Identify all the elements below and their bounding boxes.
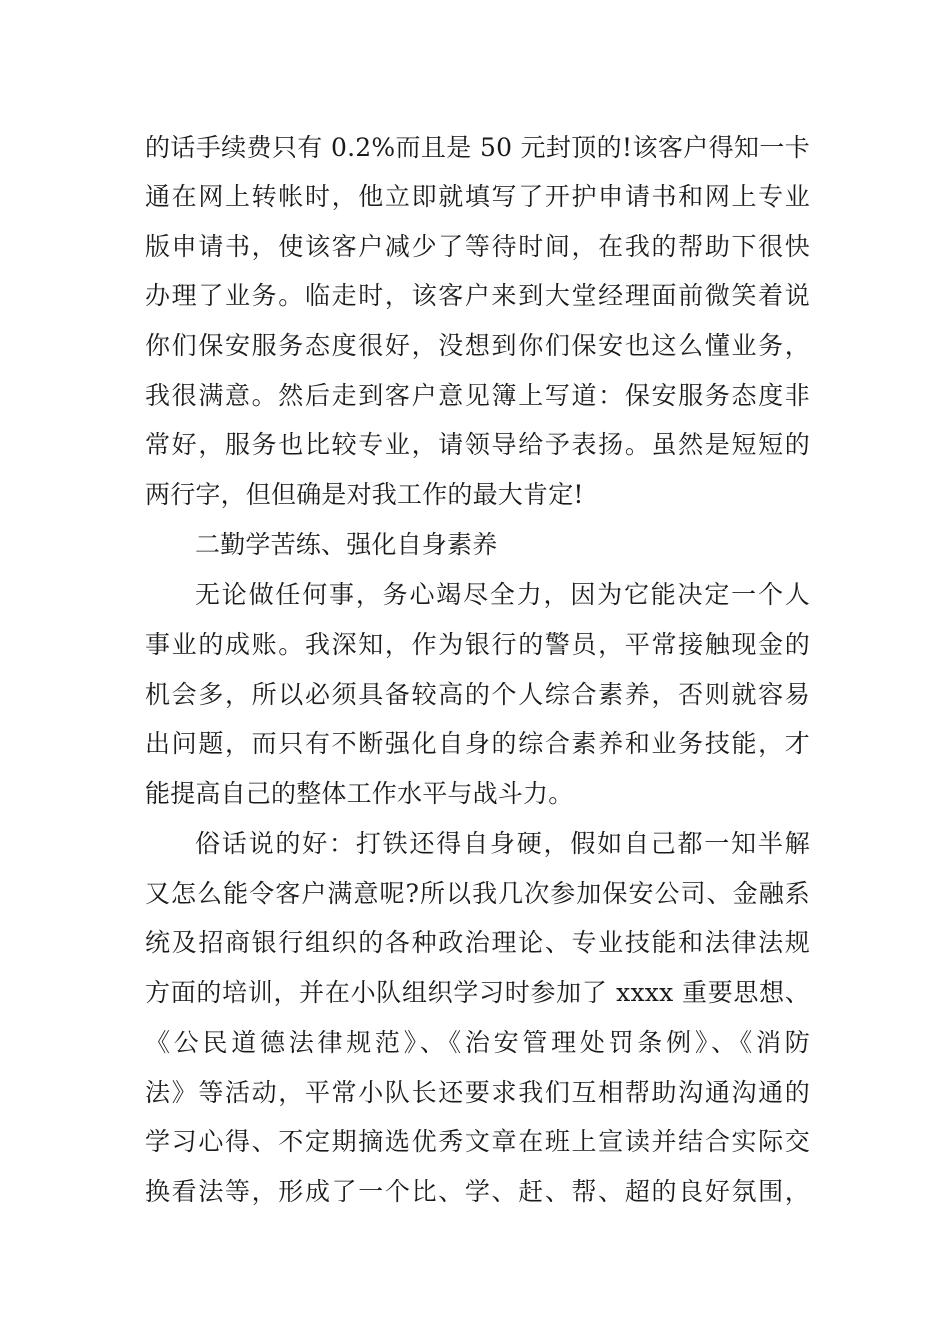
text-line: 学习心得、不定期摘选优秀文章在班上宣读并结合实际交 xyxy=(145,1127,810,1156)
text-line: 能提高自己的整体工作水平与战斗力。 xyxy=(145,779,574,808)
text-line: 机会多，所以必须具备较高的个人综合素养，否则就容易 xyxy=(145,680,810,709)
text-line: 常好，服务也比较专业，请领导给予表扬。虽然是短短的 xyxy=(145,430,810,459)
text-line: 《公民道德法律规范》、《治安管理处罚条例》、《消防 xyxy=(145,1028,810,1057)
text-line: 两行字，但但确是对我工作的最大肯定! xyxy=(145,480,584,509)
text-line: 出问题，而只有不断强化自身的综合素养和业务技能，才 xyxy=(145,729,810,758)
text-line: 办理了业务。临走时，该客户来到大堂经理面前微笑着说 xyxy=(145,281,810,310)
text-line: 换看法等，形成了一个比、学、赶、帮、超的良好氛围， xyxy=(145,1177,810,1206)
text-line: 我很满意。然后走到客户意见簿上写道：保安服务态度非 xyxy=(145,381,810,410)
text-line: 法》等活动，平常小队长还要求我们互相帮助沟通沟通的 xyxy=(145,1078,810,1107)
text-line: 方面的培训，并在小队组织学习时参加了 xxxx 重要思想、 xyxy=(145,978,810,1007)
text-line: 统及招商银行组织的各种政治理论、专业技能和法律法规 xyxy=(145,928,810,957)
text-line: 版申请书，使该客户减少了等待时间，在我的帮助下很快 xyxy=(145,232,810,261)
text-line: 无论做任何事，务心竭尽全力，因为它能决定一个人 xyxy=(195,580,810,609)
text-line: 俗话说的好：打铁还得自身硬，假如自己都一知半解 xyxy=(195,829,810,858)
text-line: 通在网上转帐时，他立即就填写了开护申请书和网上专业 xyxy=(145,182,810,211)
text-line: 事业的成账。我深知，作为银行的警员，平常接触现金的 xyxy=(145,630,810,659)
section-heading: 二勤学苦练、强化自身素养 xyxy=(195,530,498,559)
text-line: 又怎么能令客户满意呢?所以我几次参加保安公司、金融系 xyxy=(145,879,810,908)
text-line: 的话手续费只有 0.2%而且是 50 元封顶的!该客户得知一卡 xyxy=(145,133,810,162)
text-line: 你们保安服务态度很好，没想到你们保安也这么懂业务， xyxy=(145,331,810,360)
